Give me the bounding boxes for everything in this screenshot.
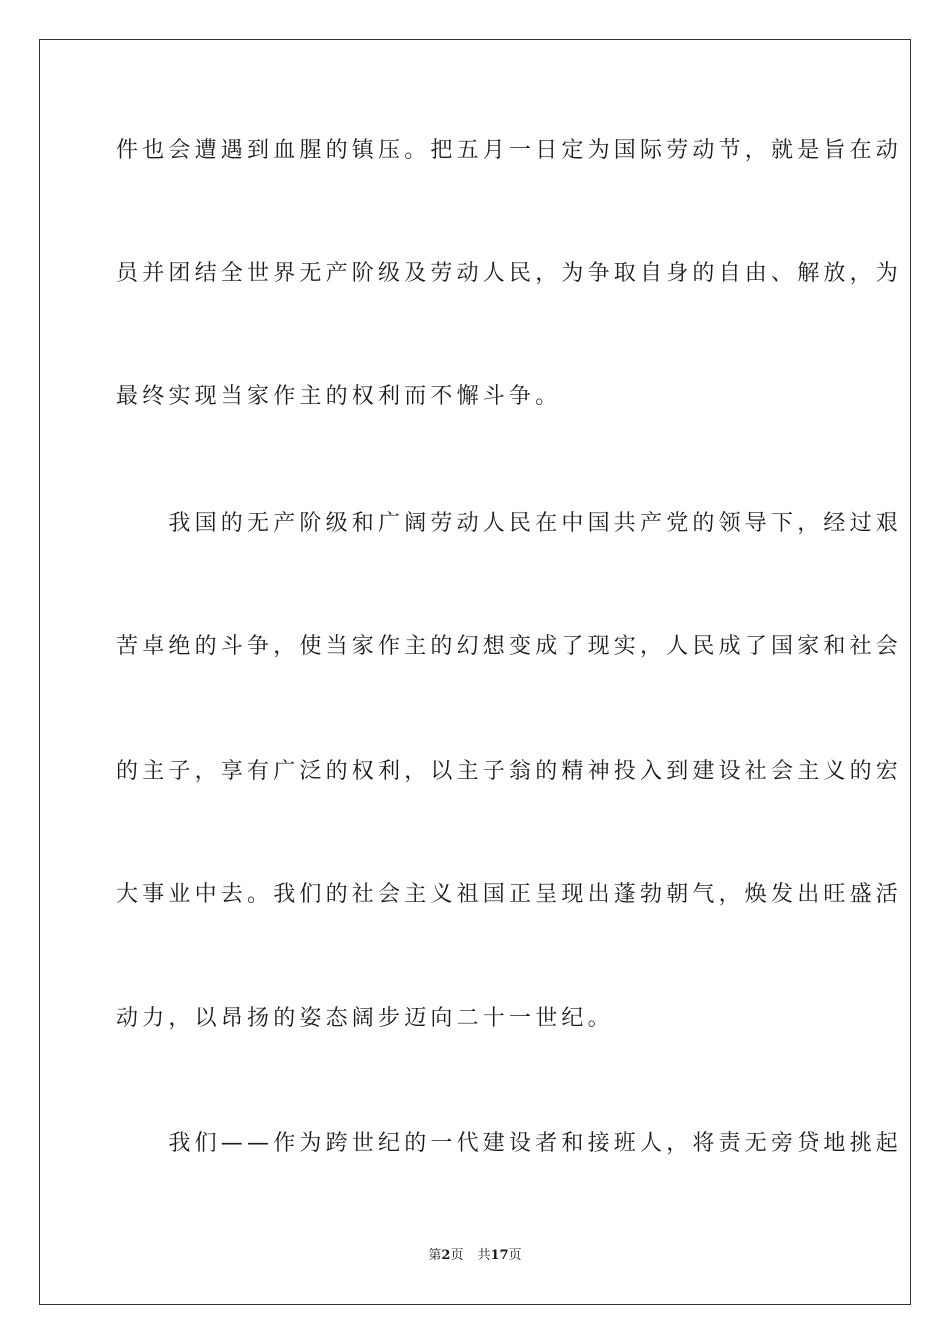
page-prefix: 第 [428, 1248, 442, 1263]
text-line-3: 最终实现当家作主的权利而不懈斗争。 [116, 384, 562, 409]
text-line-2: 员并团结全世界无产阶级及劳动人民，为争取自身的自由、解放，为 [116, 261, 903, 286]
text-line-8: 动力，以昂扬的姿态阔步迈向二十一世纪。 [116, 1006, 614, 1031]
text-line-9: 我们——作为跨世纪的一代建设者和接班人，将责无旁贷地挑起 [116, 1131, 903, 1156]
page-footer [0, 1246, 950, 1266]
total-suffix: 页 [508, 1248, 522, 1263]
total-prefix: 共 [477, 1248, 491, 1263]
text-line-6: 的主子，享有广泛的权利，以主子翁的精神投入到建设社会主义的宏 [116, 759, 903, 784]
text-line-4: 我国的无产阶级和广阔劳动人民在中国共产党的领导下，经过艰 [116, 511, 903, 536]
page-border [39, 39, 911, 1305]
total-pages: 17 [490, 1248, 509, 1263]
text-line-7: 大事业中去。我们的社会主义祖国正呈现出蓬勃朝气，焕发出旺盛活 [116, 882, 903, 907]
page-suffix: 页 [450, 1248, 464, 1263]
text-line-1: 件也会遭遇到血腥的镇压。把五月一日定为国际劳动节，就是旨在动 [116, 138, 903, 163]
page-number: 2 [441, 1248, 451, 1263]
text-line-5: 苦卓绝的斗争，使当家作主的幻想变成了现实，人民成了国家和社会 [116, 634, 903, 659]
